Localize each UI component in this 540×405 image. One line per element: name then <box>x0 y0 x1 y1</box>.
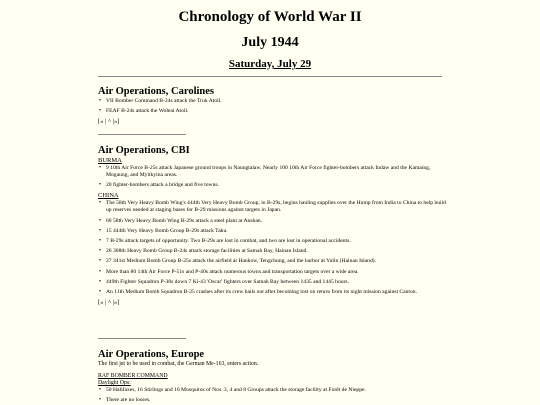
nav-bracket-open: [ <box>98 299 101 307</box>
nav-separator: | <box>105 299 107 307</box>
page-title: Chronology of World War II <box>178 9 362 25</box>
region-label-china: CHINA <box>98 192 119 200</box>
nav-bracket-close: ] <box>117 299 120 307</box>
back-arrow-icon[interactable]: « <box>100 299 104 307</box>
section-intro: The first jet to be used in combat, the German Me-163, enters action. <box>98 361 259 367</box>
list-item: • FEAF B-24s attack the Woleai Atoll. <box>106 108 448 115</box>
list-item: • More than 80 14th Air Force P-51s and P-40s attack numerous towns and transportation targets over a wide area. <box>106 269 448 276</box>
section-title: Air Operations, Europe <box>98 349 205 360</box>
up-arrow-icon[interactable]: ^ <box>107 299 112 307</box>
section-europe <box>98 349 448 405</box>
section-nav <box>98 299 448 307</box>
nav-bracket-open: [ <box>98 118 101 126</box>
month-heading: July 1944 <box>241 35 299 50</box>
command-label: RAF BOMBER COMMAND <box>98 373 168 379</box>
item-list <box>98 98 448 115</box>
list-item: • 7 B-29s attack targets of opportunity. Two B-29s are lost in combat, and two are lost in operational accidents. <box>106 238 448 245</box>
list-item: • 50 Halifaxes, 16 Stirlings and 10 Mosquitos of Nos. 3, 4 and 8 Groups attack the storage facility at Forêt de Nieppe. <box>106 387 448 394</box>
forward-arrow-icon[interactable]: » <box>113 299 118 307</box>
list-item: • There are no losses. <box>106 397 448 404</box>
item-list <box>98 200 448 296</box>
divider <box>98 134 186 135</box>
region-label-burma: BURMA <box>98 157 122 164</box>
list-item: • 9 10th Air Force B-25s attack Japanese ground troops in Naungtalaw. Nearly 100 10th Air Force fighter-bombers attack Indaw and the Kamaing, Mogaung, and Myitkyina areas. <box>106 165 448 179</box>
section-nav <box>98 118 448 126</box>
section-title: Air Operations, CBI <box>98 145 190 156</box>
back-arrow-icon[interactable]: « <box>100 118 104 126</box>
date-heading: Saturday, July 29 <box>228 58 312 70</box>
list-item: • 20 fighter-bombers attack a bridge and five towns. <box>106 182 448 189</box>
list-item: • An 11th Medium Bomb Squadron B-25 crashes after its crew bails out after becoming lost on return from its night mission against Canton. <box>106 289 448 296</box>
section-cbi <box>98 145 448 307</box>
nav-separator: | <box>112 299 114 307</box>
list-item: • The 58th Very Heavy Bomb Wing's 444th Very Heavy Bomb Group, in B-29s, begins hauling supplies over the Hump from India to China to help build up reserves needed at staging bases for B-29 missions against targets in Japan. <box>106 200 448 214</box>
list-item: • 449th Fighter Squadron P-38s down 7 Ki-43 'Oscar' fighters over Samah Bay between 1435 and 1445 hours. <box>106 279 448 286</box>
section-title: Air Operations, Carolines <box>98 86 214 97</box>
up-arrow-icon[interactable]: ^ <box>107 118 112 126</box>
section-carolines <box>98 86 448 126</box>
list-item: • 27 341st Medium Bomb Group B-25s attack the airfield at Hankow, Tengchung, and the harbor at Yulin (Hainan Island). <box>106 258 448 265</box>
divider <box>98 76 442 77</box>
item-list <box>98 165 448 189</box>
forward-arrow-icon[interactable]: » <box>113 118 118 126</box>
ops-label: Daylight Ops: <box>98 380 131 386</box>
list-item: • 15 444th Very Heavy Bomb Group B-29s attack Taku. <box>106 228 448 235</box>
divider <box>98 338 186 339</box>
nav-separator: | <box>105 118 107 126</box>
nav-separator: | <box>112 118 114 126</box>
item-list <box>98 387 448 404</box>
list-item: • VII Bomber Command B-24s attack the Truk Atoll. <box>106 98 448 105</box>
nav-bracket-close: ] <box>117 118 120 126</box>
list-item: • 60 58th Very Heavy Bomb Wing B-29s attack a steel plant at Anshan. <box>106 218 448 225</box>
list-item: • 26 308th Heavy Bomb Group B-24s attack storage facilities at Samah Bay, Hainan Island. <box>106 248 448 255</box>
